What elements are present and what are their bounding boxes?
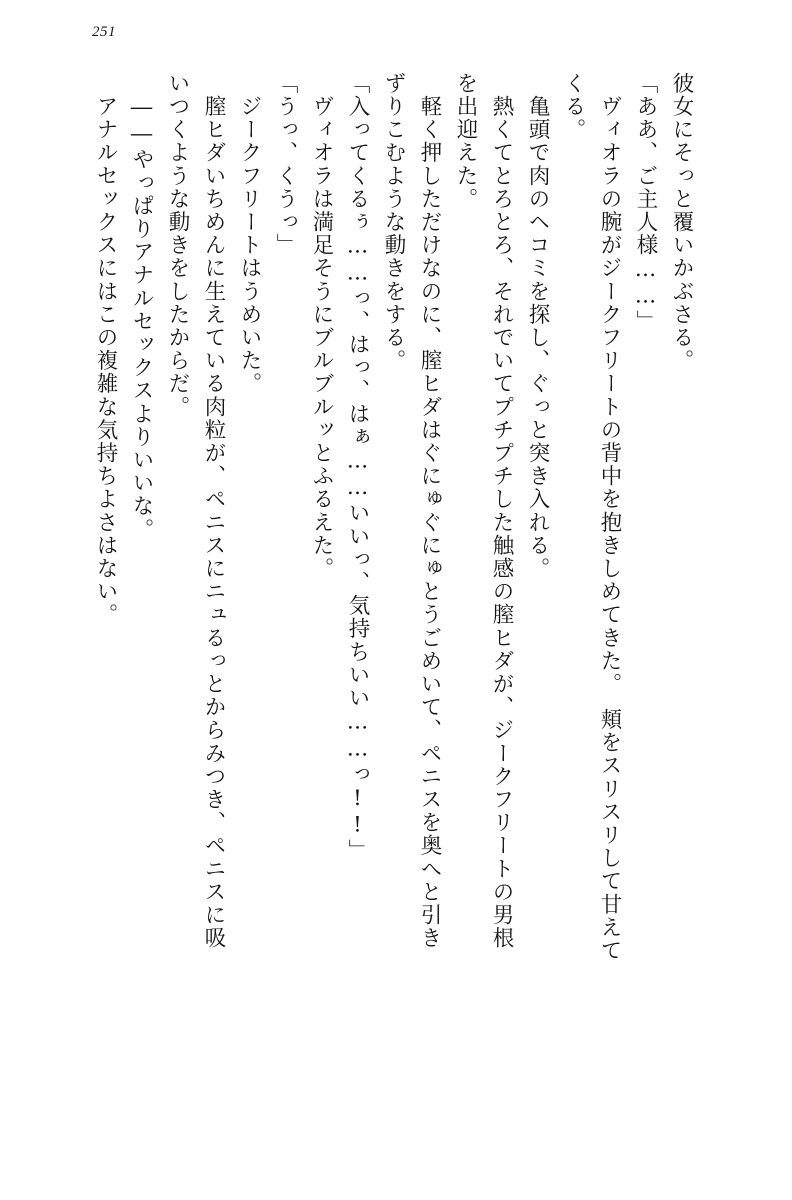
page-number: 251 xyxy=(92,24,116,40)
text-line: 「うっ、くうっ」 xyxy=(273,72,298,257)
text-line: 「入ってくるぅ……っ、はっ、はぁ……いいっ、気持ちいい……っ!!」 xyxy=(345,72,370,863)
text-line: 熱くてとろとろ、それでいてプチプチした触感の膣ヒダが、ジークフリートの男根 xyxy=(489,72,514,950)
text-line: 膣ヒダいちめんに生えている肉粒が、ペニスにニュるっとからみつき、ペニスに吸 xyxy=(201,72,226,950)
text-line: ヴィオラは満足そうにブルブルッとふるえた。 xyxy=(309,72,334,581)
text-line: くる。 xyxy=(561,72,586,142)
text-line: ジークフリートはうめいた。 xyxy=(237,72,262,396)
text-line: ――やっぱりアナルセックスよりいいな。 xyxy=(129,72,154,541)
vertical-text-body xyxy=(56,72,692,1162)
text-line: ヴィオラの腕がジークフリートの背中を抱きしめてきた。 頬をスリスリして甘えて xyxy=(597,72,622,963)
text-line: ずりこむような動きをする。 xyxy=(381,72,406,373)
text-line: いつくような動きをしたからだ。 xyxy=(165,72,190,419)
text-line: 「ああ、ご主人様……」 xyxy=(633,72,658,334)
text-line: 彼女にそっと覆いかぶさる。 xyxy=(669,72,694,373)
text-line: を出迎えた。 xyxy=(453,72,478,211)
text-line: アナルセックスにはこの複雑な気持ちよさはない。 xyxy=(93,72,118,627)
text-line: 亀頭で肉のヘコミを探し、ぐっと突き入れる。 xyxy=(525,72,550,581)
text-line: 軽く押しただけなのに、膣ヒダはぐにゅぐにゅとうごめいて、ペニスを奥へと引き xyxy=(417,72,442,950)
